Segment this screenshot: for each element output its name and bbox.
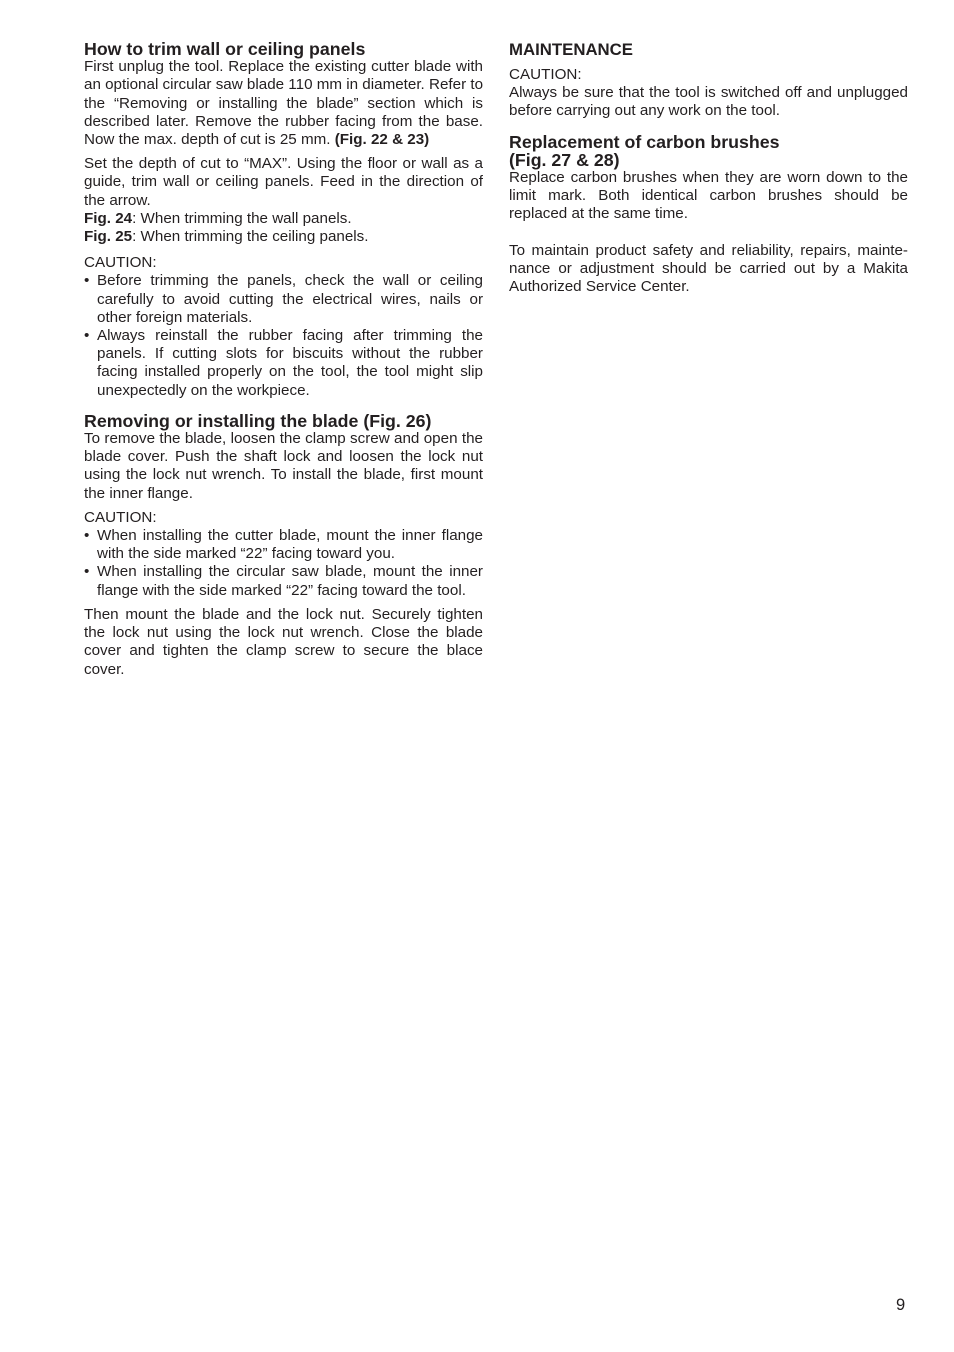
blade-caution-label: CAUTION: (84, 508, 157, 526)
blade-caution-item: • When installing the circular saw blade, mount the inner flange with the side marked “22” facing toward the tool. (84, 563, 483, 599)
fig24-text: : When trimming the wall panels. (132, 209, 352, 227)
trim-caution-item: • Always reinstall the rubber facing after trimming the panels. If cutting slots for biscuits without the rubber facing installed properly on the tool, the tool might slip unexpectedly on the workpiece. (84, 327, 483, 400)
section-heading-blade: Removing or installing the blade (Fig. 26) (84, 410, 432, 431)
page-number: 9 (896, 1296, 906, 1314)
left-column (84, 40, 483, 679)
fig-ref-27-28: (Fig. 27 & 28) (509, 149, 620, 170)
section-heading-carbon-brushes (509, 133, 908, 169)
service-paragraph: To maintain product safety and reliability, repairs, mainte-nance or adjustment should be carried out by a Makita Authorized Service Center. (509, 241, 908, 296)
fig25-text: : When trimming the ceiling panels. (132, 228, 369, 246)
blade-caution-item: • When installing the cutter blade, mount the inner flange with the side marked “22” facing toward you. (84, 527, 483, 563)
blade-caution-list (84, 527, 483, 600)
maintenance-paragraph: Always be sure that the tool is switched off and unplugged before carrying out any work on the tool. (509, 84, 908, 120)
fig25-line (84, 228, 483, 246)
fig24-line (84, 210, 483, 228)
trim-paragraph-1 (84, 58, 483, 149)
trim-caution-label: CAUTION: (84, 254, 157, 272)
section-heading-maintenance: MAINTENANCE (509, 40, 633, 59)
fig24-label: Fig. 24 (84, 209, 133, 227)
maintenance-caution-label: CAUTION: (509, 66, 582, 83)
blade-paragraph-2: Then mount the blade and the lock nut. Securely tighten the lock nut using the lock nut wrench. Close the blade cover and tighten the clamp screw to secure the blace cover. (84, 605, 483, 678)
fig25-label: Fig. 25 (84, 228, 133, 246)
fig-ref-22-23: (Fig. 22 & 23) (334, 131, 430, 149)
trim-caution-item: • Before trimming the panels, check the wall or ceiling carefully to avoid cutting the electrical wires, nails or other foreign materials. (84, 272, 483, 327)
section-heading-trim-panels: How to trim wall or ceiling panels (84, 39, 366, 59)
trim-paragraph-2: Set the depth of cut to “MAX”. Using the floor or wall as a guide, trim wall or ceiling panels. Feed in the direction of the arrow. (84, 155, 483, 209)
brushes-paragraph-1: Replace carbon brushes when they are worn down to the limit mark. Both identical carbon brushes should be replaced at the same time. (509, 169, 908, 223)
trim-caution-list (84, 272, 483, 399)
blade-paragraph-1: To remove the blade, loosen the clamp screw and open the blade cover. Push the shaft lock and loosen the lock nut using the lock nut wrench. To install the blade, first mount the inner flange. (84, 430, 483, 502)
carbon-brushes-title: Replacement of carbon brushes (509, 131, 780, 152)
right-column (509, 40, 908, 296)
trim-paragraph-1-text: First unplug the tool. Replace the existing cutter blade with an optional circular saw blade 110 mm in diameter. Refer to the “Removing or installing the blade” section which is described later. Remove the rubber facing from the base. Now the max. depth of cut is 25 mm. (84, 58, 484, 149)
